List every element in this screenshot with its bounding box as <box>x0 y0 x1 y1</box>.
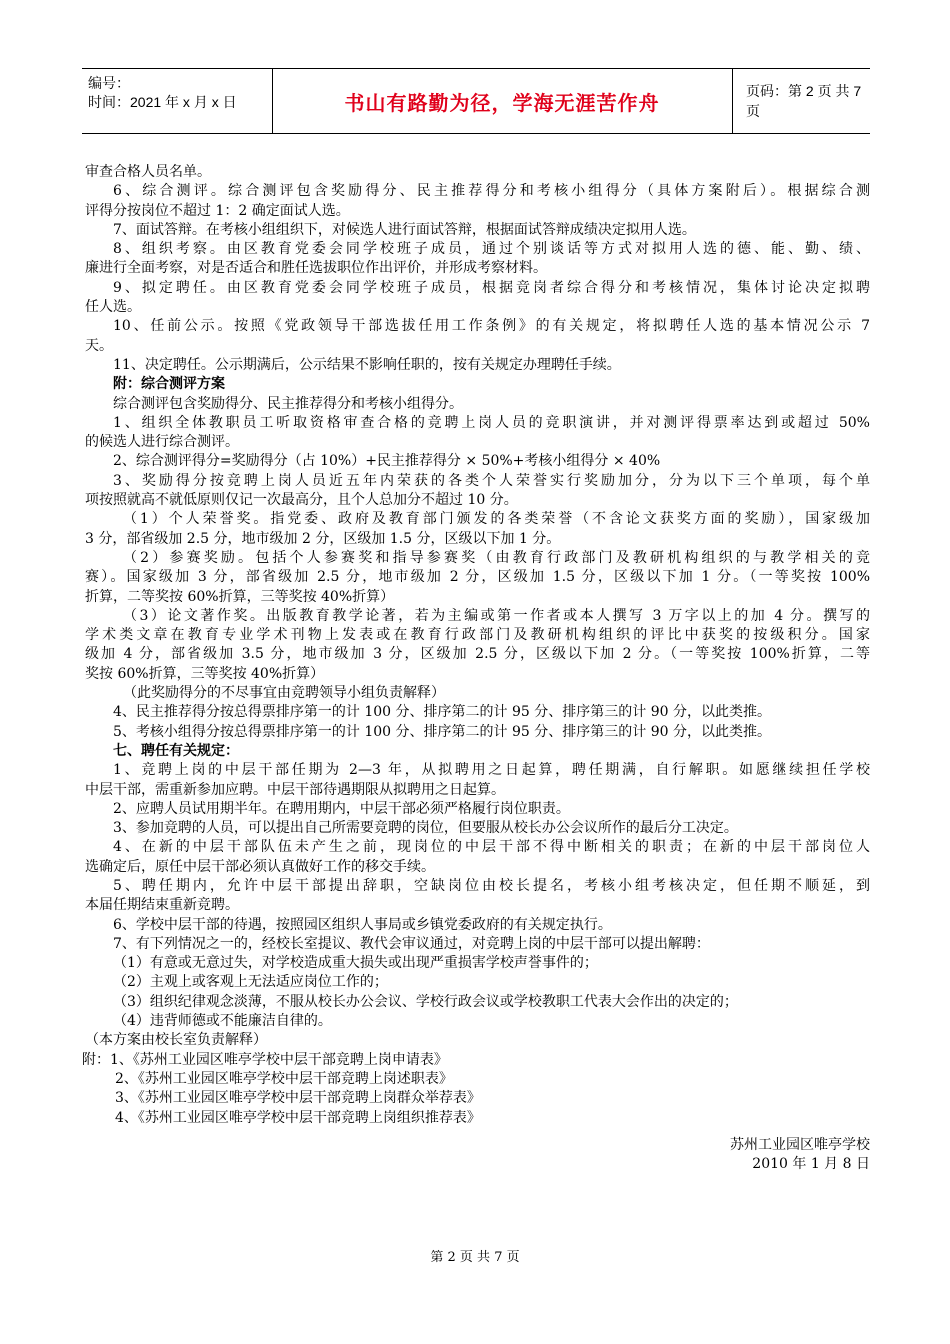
attachment-line: 附：1、《苏州工业园区唯亭学校中层干部竞聘上岗申请表》 <box>82 1051 448 1068</box>
body-line: 级加 4 分，部省级加 3.5 分，地市级加 3 分，区级加 2.5 分，区级以下加 2 分。（一等奖按 100%折算，二等 <box>85 646 870 663</box>
body-line: 7、有下列情况之一的，经校长室提议、教代会审议通过，对竞聘上岗的中层干部可以提出解聘： <box>113 935 710 952</box>
body-line: 8、组织考察。由区教育党委会同学校班子成员，通过个别谈话等方式对拟用人选的德、能、勤、绩、 <box>113 241 870 258</box>
number-label: 编号： <box>88 75 130 91</box>
document-body <box>82 163 870 1174</box>
body-line: （此奖励得分的不尽事宜由竞聘领导小组负责解释） <box>123 685 445 702</box>
attachment-line: 4、《苏州工业园区唯亭学校中层干部竞聘上岗组织推荐表》 <box>115 1109 481 1126</box>
body-line: （2）参赛奖励。包括个人参赛奖和指导参赛奖（由教育行政部门及教研机构组织的与教学相关的竞 <box>123 549 870 566</box>
time-label: 时间：2021 年 x 月 x 日 <box>88 94 237 110</box>
body-line: 廉进行全面考察，对是否适合和胜任选拔职位作出评价，并形成考察材料。 <box>85 260 547 277</box>
body-line: 项按照就高不就低原则仅记一次最高分，且个人总加分不超过 10 分。 <box>85 492 518 509</box>
page-footer: 第 2 页 共 7 页 <box>430 1250 520 1265</box>
body-line: 审查合格人员名单。 <box>85 164 211 180</box>
body-line: （2）主观上或客观上无法适应岗位工作的； <box>113 974 388 991</box>
body-line: 折算，二等奖按 60%折算，三等奖按 40%折算） <box>85 588 395 605</box>
body-line: 6、学校中层干部的待遇，按照园区组织人事局或乡镇党委政府的有关规定执行。 <box>113 916 612 933</box>
attachment-line: 2、《苏州工业园区唯亭学校中层干部竞聘上岗述职表》 <box>115 1070 453 1087</box>
body-line: （本方案由校长室负责解释） <box>85 1032 267 1049</box>
body-line: （3）组织纪律观念淡薄，不服从校长办公会议、学校行政会议或学校教职工代表大会作出的决定的； <box>113 993 738 1010</box>
attachment-line: 3、《苏州工业园区唯亭学校中层干部竞聘上岗群众举荐表》 <box>115 1090 481 1107</box>
body-line: 9、拟定聘任。由区教育党委会同学校班子成员，根据竞岗者综合得分和考核情况，集体讨论决定拟聘 <box>113 279 870 296</box>
body-line: 中层干部，需重新参加应聘。中层干部待遇期限从拟聘用之日起算。 <box>85 781 505 798</box>
body-line: 本届任期结束重新竞聘。 <box>85 897 239 914</box>
body-line: 11、决定聘任。公示期满后，公示结果不影响任职的，按有关规定办理聘任手续。 <box>113 356 621 373</box>
header-page-number: 页码：第 2 页 共 7 页 <box>746 83 862 119</box>
body-line: 6、综合测评。综合测评包含奖励得分、民主推荐得分和考核小组得分（具体方案附后）。根据综合测 <box>113 183 870 200</box>
body-line: （1）个人荣誉奖。指党委、政府及教育部门颁发的各类荣誉（不含论文获奖方面的奖励），国家级加 <box>123 511 870 528</box>
body-line: 3、参加竞聘的人员，可以提出自己所需要竞聘的岗位，但要服从校长办公会议所作的最后分工决定。 <box>113 820 738 837</box>
body-line: 4、民主推荐得分按总得票排序第一的计 100 分、排序第二的计 95 分、排序第三的计 90 分，以此类推。 <box>113 704 771 721</box>
signature-organization: 苏州工业园区唯亭学校 <box>730 1136 870 1153</box>
appendix-heading: 附：综合测评方案 <box>113 376 225 393</box>
body-line: 4、在新的中层干部队伍未产生之前，现岗位的中层干部不得中断相关的职责；在新的中层干部岗位人 <box>113 839 870 856</box>
body-line: 1、组织全体教职员工听取资格审查合格的竞聘上岗人员的竞职演讲，并对测评得票率达到或超过 50% <box>113 414 870 431</box>
body-line: 7、面试答辩。在考核小组组织下，对候选人进行面试答辩，根据面试答辩成绩决定拟用人选。 <box>113 221 696 238</box>
page-header <box>82 68 870 134</box>
body-line: （1）有意或无意过失，对学校造成重大损失或出现严重损害学校声誉事件的； <box>113 955 598 972</box>
body-line: 3 分，部省级加 2.5 分，地市级加 2 分，区级加 1.5 分，区级以下加 1 分。 <box>85 530 561 547</box>
body-line: 5、聘任期内，允许中层干部提出辞职，空缺岗位由校长提名，考核小组考核决定，但任期不顺延，到 <box>113 877 870 894</box>
header-meta <box>82 69 273 133</box>
section-heading: 七、聘任有关规定： <box>113 742 239 759</box>
body-line: 天。 <box>85 337 113 354</box>
body-line: 2、应聘人员试用期半年。在聘用期内，中层干部必须严格履行岗位职责。 <box>113 800 570 817</box>
body-line: 的候选人进行综合测评。 <box>85 434 239 451</box>
body-line: 3、奖励得分按竞聘上岗人员近五年内荣获的各类个人荣誉实行奖励加分，分为以下三个单项，每个单 <box>113 472 870 489</box>
body-line: 学术类文章在教育专业学术刊物上发表或在教育行政部门及教研机构组织的评比中获奖的按级积分。国家 <box>85 627 870 644</box>
body-line: （4）违背师德或不能廉洁自律的。 <box>113 1013 332 1030</box>
body-line: 赛）。国家级加 3 分，部省级加 2.5 分，地市级加 2 分，区级加 1.5 分，区级以下加 1 分。（一等奖按 100% <box>85 569 870 586</box>
body-line: 选确定后，原任中层干部必须认真做好工作的移交手续。 <box>85 858 435 875</box>
signature-date: 2010 年 1 月 8 日 <box>752 1156 870 1173</box>
body-line: 综合测评包含奖励得分、民主推荐得分和考核小组得分。 <box>113 395 463 412</box>
body-line: 评得分按岗位不超过 1：2 确定面试人选。 <box>85 202 350 219</box>
body-line: 10、任前公示。按照《党政领导干部选拔任用工作条例》的有关规定，将拟聘任人选的基本情况公示 7 <box>113 318 870 335</box>
body-line: （3）论文著作奖。出版教育教学论著，若为主编或第一作者或本人撰写 3 万字以上的加 4 分。撰写的 <box>123 607 870 624</box>
body-line: 5、考核小组得分按总得票排序第一的计 100 分、排序第二的计 95 分、排序第三的计 90 分，以此类推。 <box>113 723 771 740</box>
body-line: 任人选。 <box>85 299 141 316</box>
body-line: 1、竞聘上岗的中层干部任期为 2—3 年，从拟聘用之日起算，聘任期满，自行解职。如愿继续担任学校 <box>113 762 870 779</box>
body-line: 奖按 60%折算，三等奖按 40%折算） <box>85 665 325 682</box>
body-line: 2、综合测评得分=奖励得分（占 10%）+民主推荐得分 × 50%+考核小组得分 × 40% <box>113 453 661 470</box>
header-motto: 书山有路勤为径，学海无涯苦作舟 <box>272 69 733 133</box>
